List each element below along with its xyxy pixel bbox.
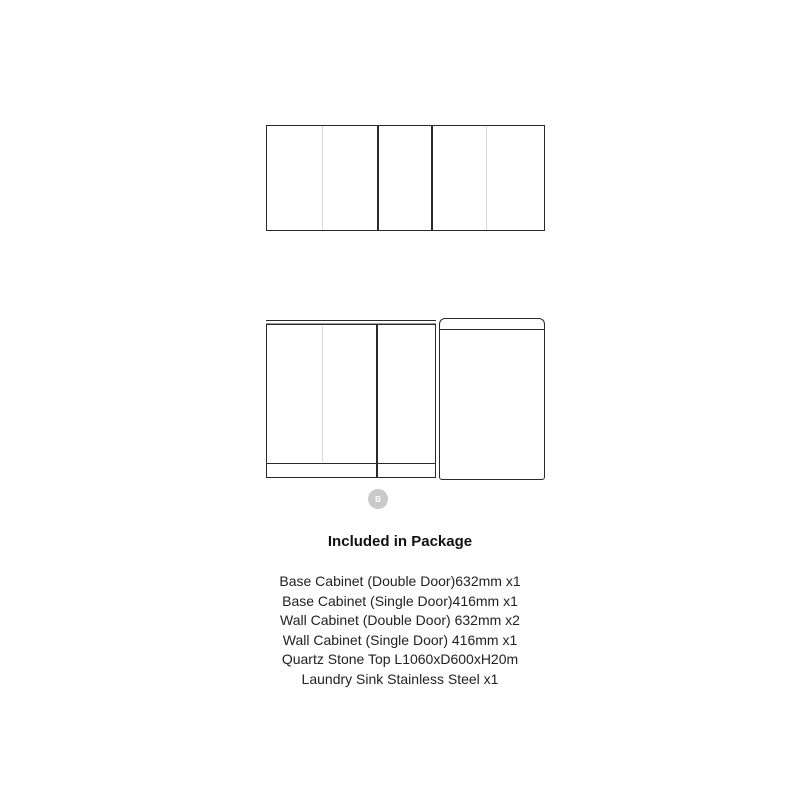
package-title: Included in Package <box>327 533 473 550</box>
reference-marker <box>368 489 388 509</box>
base-cabinet-outline <box>266 324 436 464</box>
wall-door-divider-1 <box>322 126 323 230</box>
list-item: Base Cabinet (Single Door)416mm x1 <box>282 592 518 609</box>
base-plinth-right <box>377 463 436 478</box>
list-item: Wall Cabinet (Single Door) 416mm x1 <box>282 631 518 648</box>
reference-marker-label: B <box>375 494 381 504</box>
base-cabinet-separator <box>376 324 378 478</box>
list-item: Wall Cabinet (Double Door) 632mm x2 <box>280 612 520 628</box>
wall-door-divider-2 <box>486 126 487 230</box>
base-door-divider <box>322 326 323 462</box>
list-item: Laundry Sink Stainless Steel x1 <box>301 670 499 687</box>
base-plinth-left <box>266 463 377 478</box>
list-item: Base Cabinet (Double Door)632mm x1 <box>279 573 521 589</box>
list-item: Quartz Stone Top L1060xD600xH20m <box>281 651 519 667</box>
base-cabinets-drawing <box>266 320 436 480</box>
package-items-list <box>0 572 800 689</box>
sink-body <box>439 329 545 480</box>
wall-cabinet-separator-1 <box>377 125 379 231</box>
wall-cabinets-drawing <box>266 125 545 231</box>
wall-cabinet-separator-2 <box>431 125 433 231</box>
wall-cabinet-outline <box>266 125 545 231</box>
laundry-sink-drawing <box>439 318 545 480</box>
